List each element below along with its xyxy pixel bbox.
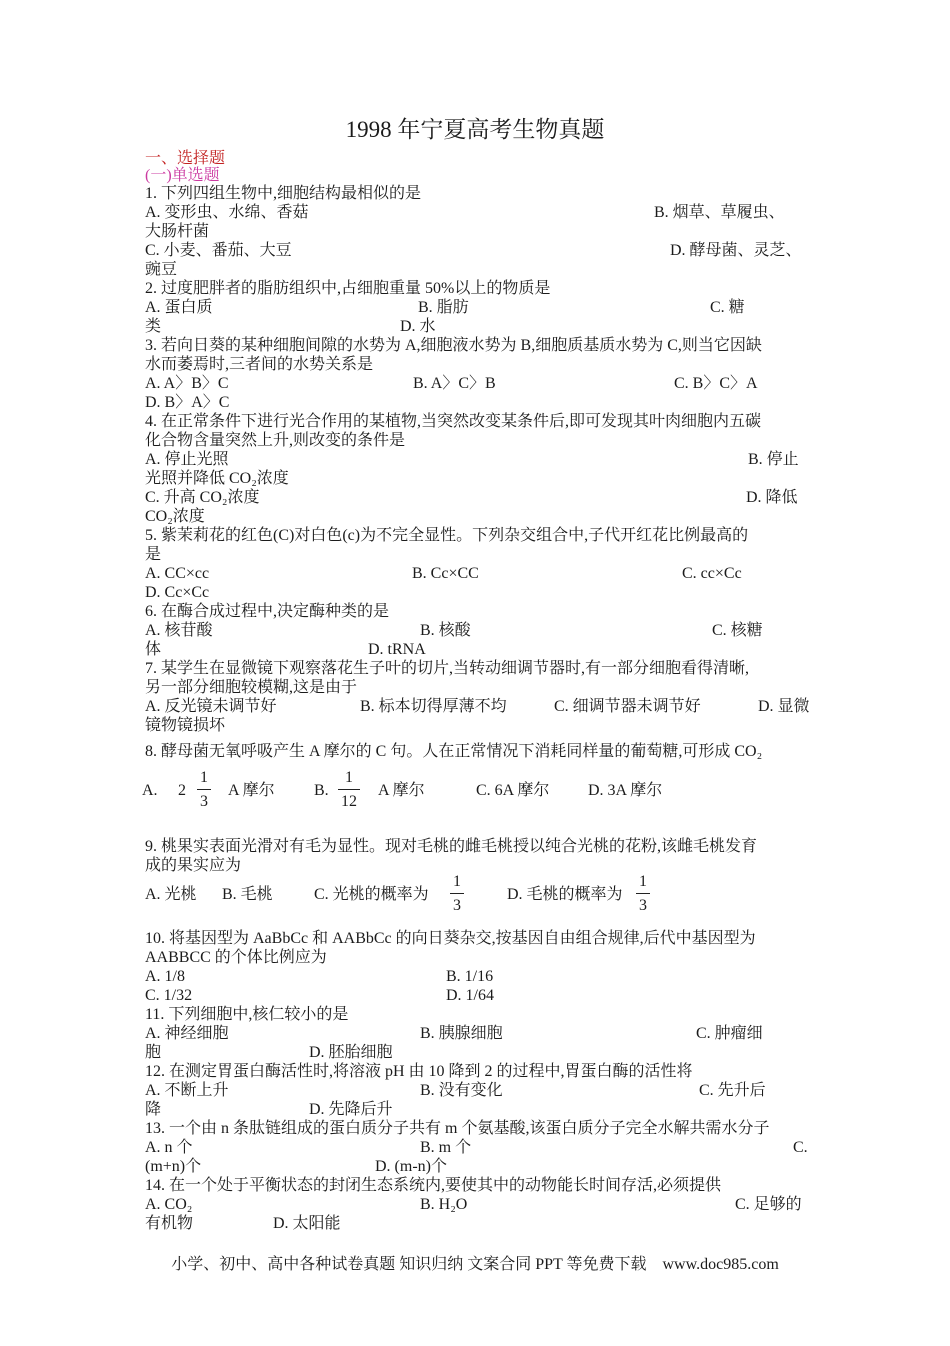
q11-stem: 11. 下列细胞中,核仁较小的是: [145, 1006, 349, 1023]
q14-option-b: B. H₂O: [420, 1196, 468, 1213]
q10-option-d: D. 1/64: [446, 987, 494, 1004]
q10-option-a: A. 1/8: [145, 968, 185, 985]
q11-option-b: B. 胰腺细胞: [420, 1025, 503, 1042]
q8-option-a-label: A.: [142, 782, 158, 799]
q5-stem: 5. 紫茉莉花的红色(C)对白色(c)为不完全显性。下列杂交组合中,子代开红花比例最高的: [145, 527, 749, 544]
q14-stem: 14. 在一个处于平衡状态的封闭生态系统内,要使其中的动物能长时间存活,必须提供: [145, 1177, 722, 1194]
q13-stem: 13. 一个由 n 条肽链组成的蛋白质分子共有 m 个氨基酸,该蛋白质分子完全水解共需水分子: [145, 1120, 770, 1137]
q4-option-b-cont: 光照并降低 CO₂浓度: [145, 470, 289, 487]
q5-option-d: D. Cc×Cc: [145, 584, 210, 601]
q11-option-c: C. 肿瘤细: [696, 1025, 763, 1042]
q9-option-c-fraction: [450, 870, 464, 917]
fraction-denominator: 3: [450, 893, 464, 917]
q9-option-a: A. 光桃: [145, 886, 197, 903]
q4-option-a: A. 停止光照: [145, 451, 229, 468]
q4-option-c: C. 升高 CO₂浓度: [145, 489, 260, 506]
section-heading-single-choice: (一)单选题: [145, 167, 220, 184]
q9-option-d-fraction: [636, 870, 650, 917]
q6-option-d: D. tRNA: [368, 641, 426, 658]
q14-option-c-cont: 有机物: [145, 1215, 194, 1232]
q14-option-c: C. 足够的: [735, 1196, 802, 1213]
q13-option-c-cont: (m+n)个: [145, 1158, 202, 1175]
q9-stem-cont: 成的果实应为: [145, 857, 242, 874]
q2-stem: 2. 过度肥胖者的脂肪组织中,占细胞重量 50%以上的物质是: [145, 280, 551, 297]
q2-option-d: D. 水: [400, 318, 436, 335]
q8-option-d: D. 3A 摩尔: [588, 782, 663, 799]
q13-option-d: D. (m-n)个: [375, 1158, 447, 1175]
q6-option-a: A. 核苷酸: [145, 622, 213, 639]
q12-option-c: C. 先升后: [699, 1082, 766, 1099]
q1-option-a: A. 变形虫、水绵、香菇: [145, 204, 309, 221]
q2-option-c-cont: 类: [145, 318, 162, 335]
q7-option-d: D. 显微: [758, 698, 810, 715]
q7-option-c: C. 细调节器未调节好: [554, 698, 701, 715]
q9-option-d: D. 毛桃的概率为: [507, 886, 623, 903]
q5-option-a: A. CC×cc: [145, 565, 210, 582]
q14-option-a: A. CO₂: [145, 1196, 193, 1213]
q7-option-a: A. 反光镜未调节好: [145, 698, 277, 715]
fraction-numerator: 1: [200, 769, 208, 786]
q10-stem-cont: AABBCC 的个体比例应为: [145, 949, 327, 966]
q11-option-a: A. 神经细胞: [145, 1025, 229, 1042]
q7-option-b: B. 标本切得厚薄不均: [360, 698, 507, 715]
q4-stem: 4. 在正常条件下进行光合作用的某植物,当突然改变某条件后,即可发现其叶肉细胞内五碳: [145, 413, 762, 430]
q3-option-b: B. A〉C〉B: [413, 375, 496, 392]
q12-option-a: A. 不断上升: [145, 1082, 229, 1099]
q8-option-b-label: B.: [314, 782, 329, 799]
section-heading-choice: 一、选择题: [145, 150, 226, 167]
fraction-numerator: 1: [639, 873, 647, 890]
q10-stem: 10. 将基因型为 AaBbCc 和 AABbCc 的向日葵杂交,按基因自由组合规律,后代中基因型为: [145, 930, 756, 947]
q12-stem: 12. 在测定胃蛋白酶活性时,将溶液 pH 由 10 降到 2 的过程中,胃蛋白酶的活性将: [145, 1063, 693, 1080]
q12-option-d: D. 先降后升: [309, 1101, 393, 1118]
q1-option-c: C. 小麦、番茄、大豆: [145, 242, 292, 259]
q8-option-c: C. 6A 摩尔: [476, 782, 550, 799]
fraction-denominator: 3: [636, 893, 650, 917]
q1-stem: 1. 下列四组生物中,细胞结构最相似的是: [145, 185, 422, 202]
q9-option-c: C. 光桃的概率为: [314, 886, 429, 903]
page-title: 1998 年宁夏高考生物真题: [345, 117, 605, 142]
q7-stem-cont: 另一部分细胞较模糊,这是由于: [145, 679, 358, 696]
fraction-numerator: 1: [453, 873, 461, 890]
q4-stem-cont: 化合物含量突然上升,则改变的条件是: [145, 432, 406, 449]
q3-option-a: A. A〉B〉C: [145, 375, 229, 392]
q4-option-d-cont: CO₂浓度: [145, 508, 205, 525]
q9-stem: 9. 桃果实表面光滑对有毛为显性。现对毛桃的雌毛桃授以纯合光桃的花粉,该雌毛桃发育: [145, 838, 758, 855]
q1-option-b-cont: 大肠杆菌: [145, 223, 210, 240]
footer-url: www.doc985.com: [662, 1256, 779, 1273]
q12-option-c-cont: 降: [145, 1101, 162, 1118]
q10-option-b: B. 1/16: [446, 968, 494, 985]
q3-stem-cont: 水而萎焉时,三者间的水势关系是: [145, 356, 374, 373]
q14-option-d: D. 太阳能: [273, 1215, 341, 1232]
q2-option-c: C. 糖: [710, 299, 745, 316]
q5-stem-cont: 是: [145, 546, 162, 563]
q9-option-b: B. 毛桃: [222, 886, 273, 903]
q13-option-b: B. m 个: [420, 1139, 472, 1156]
q8-option-a-fraction: [197, 766, 211, 813]
q13-option-a: A. n 个: [145, 1139, 193, 1156]
q6-option-b: B. 核酸: [420, 622, 471, 639]
q6-option-c: C. 核糖: [712, 622, 763, 639]
q5-option-c: C. cc×Cc: [682, 565, 742, 582]
q3-option-c: C. B〉C〉A: [674, 375, 758, 392]
q11-option-c-cont: 胞: [145, 1044, 162, 1061]
footer-text: 小学、初中、高中各种试卷真题 知识归纳 文案合同 PPT 等免费下载: [171, 1256, 647, 1273]
fraction-numerator: 1: [345, 769, 353, 786]
q4-option-d: D. 降低: [746, 489, 798, 506]
q3-option-d: D. B〉A〉C: [145, 394, 230, 411]
q6-option-c-cont: 体: [145, 641, 162, 658]
q4-option-b: B. 停止: [748, 451, 799, 468]
q11-option-d: D. 胚胎细胞: [309, 1044, 393, 1061]
q3-stem: 3. 若向日葵的某种细胞间隙的水势为 A,细胞液水势为 B,细胞质基质水势为 C,则当它因缺: [145, 337, 762, 354]
q12-option-b: B. 没有变化: [420, 1082, 503, 1099]
fraction-denominator: 12: [338, 789, 360, 813]
q1-option-d-cont: 豌豆: [145, 261, 178, 278]
q8-option-a-whole: 2: [178, 782, 186, 799]
q2-option-b: B. 脂肪: [418, 299, 469, 316]
q7-option-d-cont: 镜物镜损坏: [145, 717, 226, 734]
q8-stem: 8. 酵母菌无氧呼吸产生 A 摩尔的 C 句。人在正常情况下消耗同样量的葡萄糖,可形成 CO₂: [145, 743, 763, 760]
q8-option-b-fraction: [338, 766, 360, 813]
q2-option-a: A. 蛋白质: [145, 299, 213, 316]
q1-option-b: B. 烟草、草履虫、: [654, 204, 785, 221]
q8-option-b-unit: A 摩尔: [378, 782, 425, 799]
q13-option-c: C.: [793, 1139, 808, 1156]
q10-option-c: C. 1/32: [145, 987, 193, 1004]
q6-stem: 6. 在酶合成过程中,决定酶种类的是: [145, 603, 390, 620]
footer: [0, 1251, 950, 1274]
fraction-denominator: 3: [197, 789, 211, 813]
q7-stem: 7. 某学生在显微镜下观察落花生子叶的切片,当转动细调节器时,有一部分细胞看得清晰,: [145, 660, 750, 677]
q8-options-row: [0, 766, 950, 822]
q9-options-row: [0, 870, 950, 926]
q1-option-d: D. 酵母菌、灵芝、: [670, 242, 802, 259]
q5-option-b: B. Cc×CC: [412, 565, 479, 582]
q8-option-a-unit: A 摩尔: [228, 782, 275, 799]
